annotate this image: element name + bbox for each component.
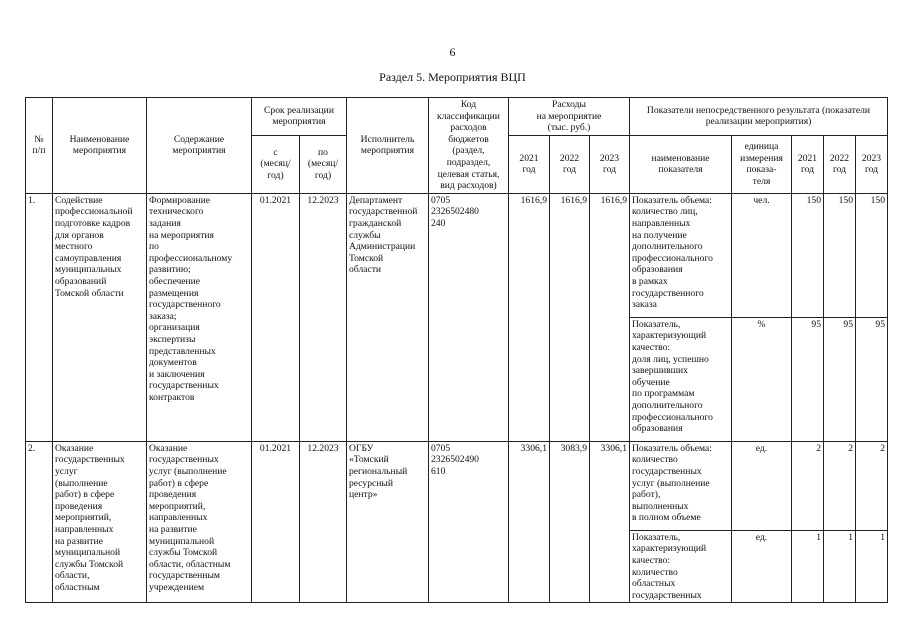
indicator-unit: чел.: [732, 193, 792, 317]
measure-name: Содействие профессиональной подготовке кадров для органов местного самоуправления муниципальных образований Томской области: [53, 193, 147, 441]
page-number: 6: [449, 45, 456, 59]
header-name: Наименование мероприятия: [53, 98, 147, 194]
indicator-2022: 2: [824, 441, 856, 530]
header-period-to: по (месяц/ год): [300, 135, 347, 193]
period-to: 12.2023: [300, 193, 347, 441]
executor: Департамент государственной гражданской службы Администрации Томской области: [347, 193, 429, 441]
indicator-2023: 150: [856, 193, 888, 317]
measures-table: [25, 97, 888, 603]
period-from: 01.2021: [252, 441, 300, 603]
header-ind-2023: 2023 год: [856, 135, 888, 193]
period-to: 12.2023: [300, 441, 347, 603]
measure-content: Оказание государственных услуг (выполнение работ) в сфере проведения мероприятий, направленных на развитие муниципальной службы Томской области, областным государственным учреждением: [147, 441, 252, 603]
measure-name: Оказание государственных услуг (выполнение работ) в сфере проведения мероприятий, направленных на развитие муниципальной службы Томской области, областным: [53, 441, 147, 603]
measure-content: Формирование технического задания на мероприятия по профессиональному развитию; обеспечение размещения государственного заказа; организация экспертизы представленных документов и заключения государственных контрактов: [147, 193, 252, 441]
indicator-2022: 150: [824, 193, 856, 317]
expense-2022: 1616,9: [550, 193, 590, 441]
expense-2021: 3306,1: [509, 441, 550, 603]
header-period-from: с (месяц/ год): [252, 135, 300, 193]
header-indicators: Показатели непосредственного результата (показатели реализации мероприятия): [630, 98, 888, 136]
header-indicator-unit: единица измерения показа- теля: [732, 135, 792, 193]
header-content: Содержание мероприятия: [147, 98, 252, 194]
executor: ОГБУ «Томский региональный ресурсный центр»: [347, 441, 429, 603]
indicator-unit: %: [732, 317, 792, 441]
header-executor: Исполнитель мероприятия: [347, 98, 429, 194]
indicator-2022: 1: [824, 530, 856, 603]
table-row: [26, 441, 888, 530]
indicator-name: Показатель, характеризующий качество: количество областных государственных: [630, 530, 732, 603]
header-ind-2021: 2021 год: [792, 135, 824, 193]
row-number: 1.: [26, 193, 53, 441]
header-indicator-name: наименование показателя: [630, 135, 732, 193]
indicator-2021: 1: [792, 530, 824, 603]
header-period: Срок реализации мероприятия: [252, 98, 347, 136]
budget-code: 0705 2326502480 240: [429, 193, 509, 441]
expense-2022: 3083,9: [550, 441, 590, 603]
indicator-unit: ед.: [732, 530, 792, 603]
indicator-unit: ед.: [732, 441, 792, 530]
indicator-name: Показатель объема: количество лиц, направленных на получение дополнительного профессионального образования в рамках государственного заказа: [630, 193, 732, 317]
header-num: № п/п: [26, 98, 53, 194]
indicator-2022: 95: [824, 317, 856, 441]
indicator-name: Показатель, характеризующий качество: доля лиц, успешно завершивших обучение по программам дополнительного профессионального образования: [630, 317, 732, 441]
row-number: 2.: [26, 441, 53, 603]
indicator-2021: 2: [792, 441, 824, 530]
budget-code: 0705 2326502490 610: [429, 441, 509, 603]
header-ind-2022: 2022 год: [824, 135, 856, 193]
indicator-2021: 150: [792, 193, 824, 317]
indicator-2023: 95: [856, 317, 888, 441]
expense-2023: 1616,9: [590, 193, 630, 441]
section-title: Раздел 5. Мероприятия ВЦП: [379, 70, 526, 84]
period-from: 01.2021: [252, 193, 300, 441]
table-row: [26, 193, 888, 317]
header-code: Код классификации расходов бюджетов (раздел, подраздел, целевая статья, вид расходов): [429, 98, 509, 194]
expense-2023: 3306,1: [590, 441, 630, 603]
header-exp-2023: 2023 год: [590, 135, 630, 193]
indicator-2021: 95: [792, 317, 824, 441]
indicator-2023: 2: [856, 441, 888, 530]
header-exp-2022: 2022 год: [550, 135, 590, 193]
indicator-name: Показатель объема: количество государственных услуг (выполнение работ), выполненных в полном объеме: [630, 441, 732, 530]
header-expenses: Расходы на мероприятие (тыс. руб.): [509, 98, 630, 136]
expense-2021: 1616,9: [509, 193, 550, 441]
header-exp-2021: 2021 год: [509, 135, 550, 193]
indicator-2023: 1: [856, 530, 888, 603]
